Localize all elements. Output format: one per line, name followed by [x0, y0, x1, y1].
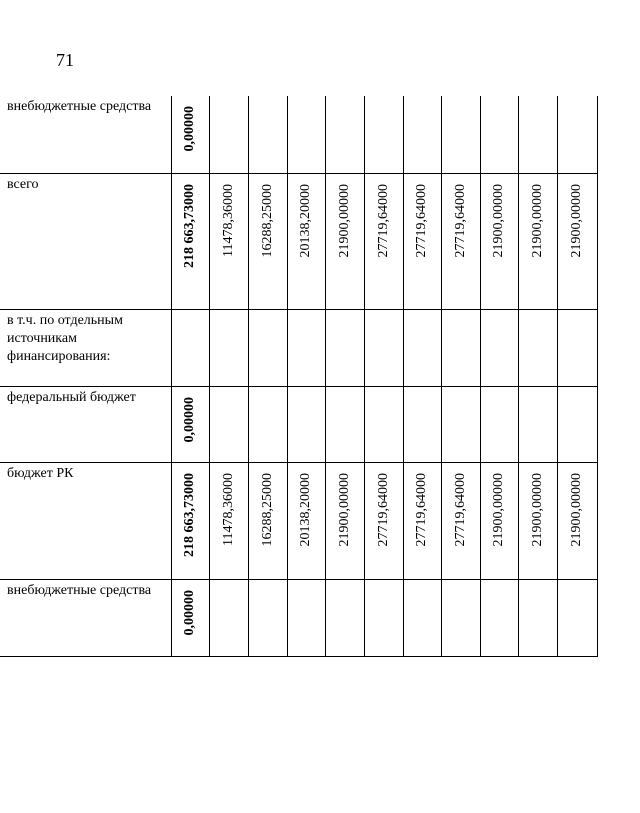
budget-table-body: [0, 96, 597, 656]
total-cell: [171, 462, 209, 579]
total-cell: [171, 96, 209, 173]
year-cell: [518, 173, 557, 309]
year-cell: [441, 386, 480, 462]
year-cell: [480, 173, 518, 309]
year-cell: [403, 309, 441, 386]
year-cell: [325, 173, 364, 309]
table-row: [0, 309, 597, 386]
year-cell: [364, 173, 403, 309]
total-cell: [171, 579, 209, 656]
page-number: 71: [56, 50, 74, 70]
year-cell: [403, 462, 441, 579]
year-cell: [518, 309, 557, 386]
total-cell: [171, 386, 209, 462]
year-cell: [518, 579, 557, 656]
total-cell-value: 218 663,73000: [182, 183, 197, 268]
year-cell-value: 27719,64000: [375, 472, 391, 546]
year-cell: [441, 579, 480, 656]
year-cell-value: 20138,20000: [298, 472, 313, 546]
year-cell-value: 27719,64000: [375, 183, 391, 257]
year-cell: [557, 96, 597, 173]
year-cell: [480, 386, 518, 462]
year-cell: [325, 386, 364, 462]
year-cell-value: 21900,00000: [569, 472, 584, 546]
year-cell-value: 21900,00000: [529, 183, 545, 257]
year-cell: [209, 579, 248, 656]
year-cell: [441, 462, 480, 579]
year-cell: [287, 579, 325, 656]
year-cell: [287, 462, 325, 579]
year-cell: [403, 173, 441, 309]
row-label: внебюджетные средства: [0, 579, 171, 656]
total-cell-value: 0,00000: [182, 106, 197, 152]
year-cell: [287, 96, 325, 173]
year-cell: [518, 462, 557, 579]
year-cell: [364, 462, 403, 579]
year-cell-value: 20138,20000: [298, 183, 313, 257]
year-cell: [557, 173, 597, 309]
year-cell-value: 27719,64000: [414, 183, 429, 257]
year-cell: [325, 579, 364, 656]
year-cell-value: 21900,00000: [529, 472, 545, 546]
total-cell-value: 218 663,73000: [182, 472, 197, 557]
year-cell: [557, 386, 597, 462]
total-cell: [171, 309, 209, 386]
year-cell: [441, 309, 480, 386]
year-cell: [557, 309, 597, 386]
row-label: в т.ч. по отдельным источникам финансирования:: [0, 309, 171, 386]
year-cell: [209, 309, 248, 386]
year-cell: [248, 579, 287, 656]
year-cell: [518, 96, 557, 173]
year-cell-value: 21900,00000: [491, 472, 506, 546]
year-cell-value: 21900,00000: [569, 183, 584, 257]
year-cell: [403, 386, 441, 462]
year-cell: [403, 96, 441, 173]
year-cell-value: 21900,00000: [491, 183, 506, 257]
year-cell: [364, 579, 403, 656]
year-cell: [248, 309, 287, 386]
year-cell: [441, 173, 480, 309]
table-row: [0, 462, 597, 579]
year-cell-value: 11478,36000: [220, 472, 236, 546]
table-row: [0, 579, 597, 656]
table-row: [0, 386, 597, 462]
year-cell: [287, 386, 325, 462]
year-cell: [325, 96, 364, 173]
row-label: всего: [0, 173, 171, 309]
year-cell: [364, 386, 403, 462]
year-cell: [441, 96, 480, 173]
year-cell: [557, 579, 597, 656]
table-row: [0, 173, 597, 309]
total-cell: [171, 173, 209, 309]
year-cell: [287, 309, 325, 386]
year-cell-value: 16288,25000: [259, 183, 275, 257]
year-cell: [209, 462, 248, 579]
year-cell: [287, 173, 325, 309]
year-cell: [403, 579, 441, 656]
year-cell: [325, 309, 364, 386]
year-cell: [209, 96, 248, 173]
year-cell: [248, 173, 287, 309]
row-label: внебюджетные средства: [0, 96, 171, 173]
year-cell: [248, 96, 287, 173]
year-cell: [248, 462, 287, 579]
total-cell-value: 0,00000: [182, 589, 197, 635]
year-cell: [557, 462, 597, 579]
year-cell: [325, 462, 364, 579]
year-cell-value: 11478,36000: [220, 183, 236, 257]
year-cell: [518, 386, 557, 462]
year-cell-value: 27719,64000: [452, 472, 468, 546]
year-cell-value: 27719,64000: [414, 472, 429, 546]
year-cell: [209, 173, 248, 309]
year-cell-value: 21900,00000: [336, 472, 352, 546]
year-cell: [480, 462, 518, 579]
row-label: бюджет РК: [0, 462, 171, 579]
year-cell: [364, 309, 403, 386]
year-cell: [209, 386, 248, 462]
year-cell-value: 16288,25000: [259, 472, 275, 546]
year-cell-value: 27719,64000: [452, 183, 468, 257]
year-cell: [480, 309, 518, 386]
year-cell: [480, 96, 518, 173]
budget-table: [0, 96, 598, 657]
year-cell: [248, 386, 287, 462]
year-cell: [480, 579, 518, 656]
table-row: [0, 96, 597, 173]
year-cell-value: 21900,00000: [336, 183, 352, 257]
year-cell: [364, 96, 403, 173]
row-label: федеральный бюджет: [0, 386, 171, 462]
total-cell-value: 0,00000: [182, 396, 197, 442]
